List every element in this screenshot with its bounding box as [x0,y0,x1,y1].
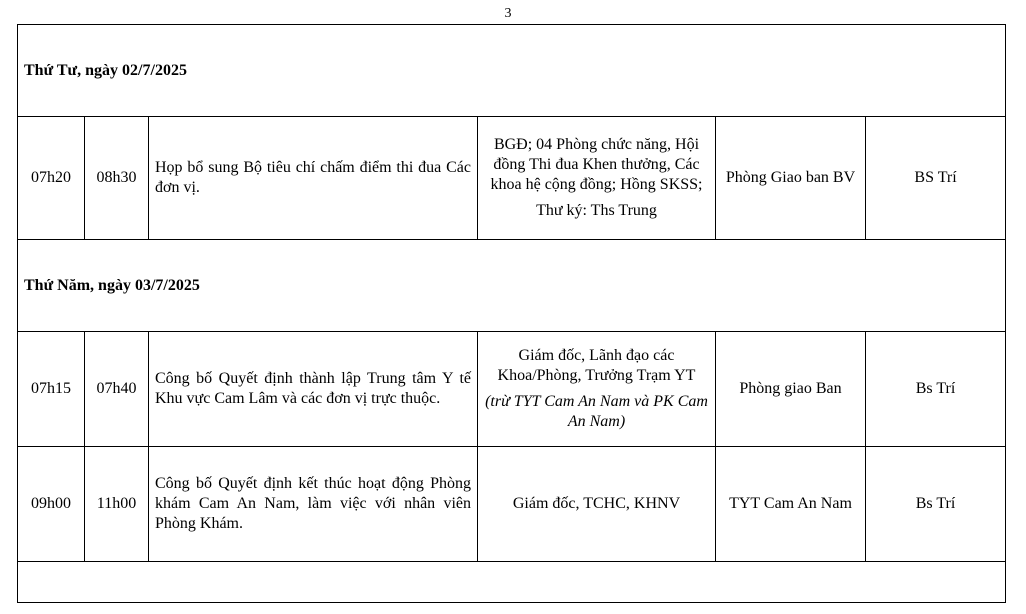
day-heading-row [18,240,1006,332]
chair: BS Trí [866,117,1006,240]
page-number: 3 [504,6,512,21]
participants-note: Thư ký: Ths Trung [536,202,657,219]
start-time: 07h15 [18,332,85,447]
table-row [18,332,1006,447]
end-time: 07h40 [85,332,149,447]
event-content: Họp bổ sung Bộ tiêu chí chấm điểm thi đua Các đơn vị. [149,117,478,240]
chair: Bs Trí [866,447,1006,562]
participants-note: (trừ TYT Cam An Nam và PK Cam An Nam) [485,393,708,430]
location: Phòng Giao ban BV [716,117,866,240]
participants: Giám đốc, Lãnh đạo các Khoa/Phòng, Trưởng Trạm YT [497,347,696,384]
end-time: 08h30 [85,117,149,240]
next-day-row [18,562,1006,603]
participants-cell [478,332,716,447]
start-time: 07h20 [18,117,85,240]
participants: Giám đốc, TCHC, KHNV [478,447,716,562]
table-row [18,447,1006,562]
table-row [18,117,1006,240]
participants: BGĐ; 04 Phòng chức năng, Hội đồng Thi đua Khen thưởng, Các khoa hệ cộng đồng; Hồng SKSS; [490,136,703,193]
chair: Bs Trí [866,332,1006,447]
next-day-cell [18,562,1006,603]
schedule-table [17,24,1006,603]
location: Phòng giao Ban [716,332,866,447]
start-time: 09h00 [18,447,85,562]
participants-cell [478,117,716,240]
event-content: Công bố Quyết định kết thúc hoạt động Phòng khám Cam An Nam, làm việc với nhân viên Phòng Khám. [149,447,478,562]
day-heading-row [18,25,1006,117]
location: TYT Cam An Nam [716,447,866,562]
end-time: 11h00 [85,447,149,562]
day-heading: Thứ Năm, ngày 03/7/2025 [18,240,1006,332]
event-content: Công bố Quyết định thành lập Trung tâm Y tế Khu vực Cam Lâm và các đơn vị trực thuộc. [149,332,478,447]
day-heading: Thứ Tư, ngày 02/7/2025 [18,25,1006,117]
